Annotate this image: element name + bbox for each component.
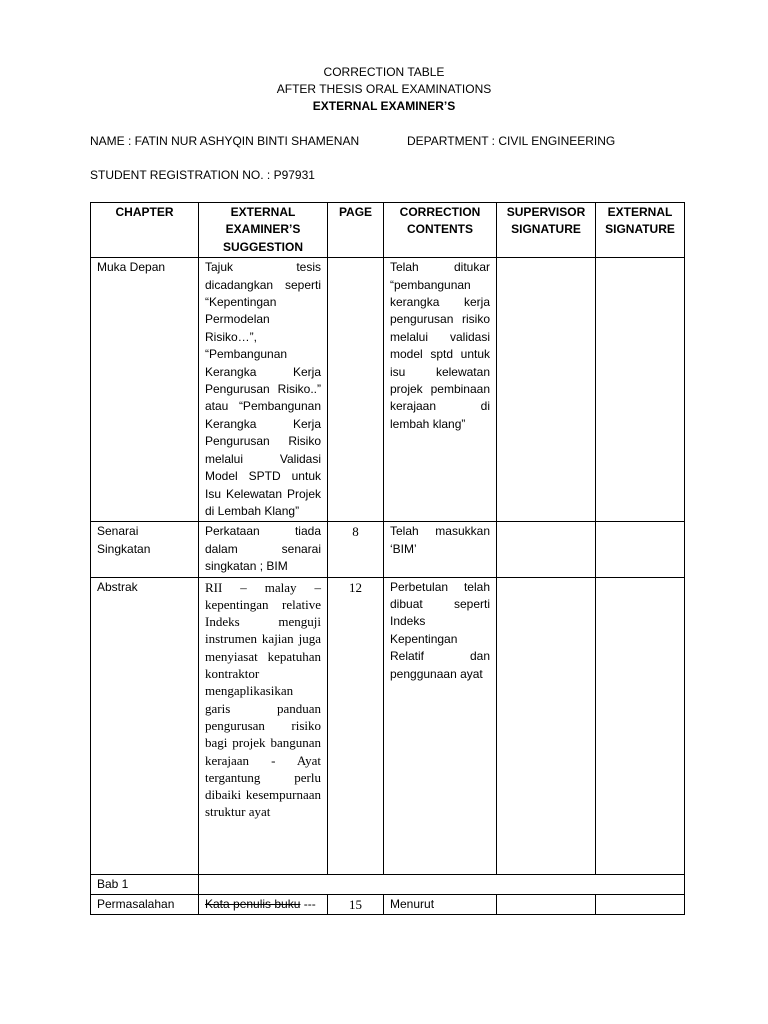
cell-correction: Perbetulan telah dibuat seperti Indeks Kepentingan Relatif dan penggunaan ayat (384, 577, 497, 874)
cell-page: 8 (328, 522, 384, 577)
student-registration: STUDENT REGISTRATION NO. : P97931 (90, 168, 315, 182)
header-page: PAGE (328, 203, 384, 258)
cell-page: 12 (328, 577, 384, 874)
correction-table (90, 202, 685, 915)
student-name: NAME : FATIN NUR ASHYQIN BINTI SHAMENAN (90, 134, 360, 148)
cell-supervisor-signature[interactable] (497, 894, 596, 914)
cell-chapter: Senarai Singkatan (91, 522, 199, 577)
cell-correction: Telah ditukar “pembangunan kerangka kerja pengurusan risiko melalui validasi model sptd untuk isu kelewatan projek pembinaan kerajaan di lembah klang” (384, 258, 497, 522)
cell-external-signature[interactable] (596, 258, 685, 522)
cell-suggestion: RII – malay – kepentingan relative Indeks menguji instrumen kajian juga menyiasat kepatuhan kontraktor mengaplikasikan garis panduan pengurusan risiko bagi projek bangunan kerajaan - Ayat tergantung perlu dibaiki kesempurnaan struktur ayat (199, 577, 328, 874)
student-department: DEPARTMENT : CIVIL ENGINEERING (407, 134, 616, 148)
table-row (91, 522, 685, 577)
suggestion-tail: --- (300, 896, 316, 911)
cell-external-signature[interactable] (596, 522, 685, 577)
header-chapter: CHAPTER (91, 203, 199, 258)
cell-correction: Menurut (384, 894, 497, 914)
table-row (91, 577, 685, 874)
cell-suggestion: Perkataan tiada dalam senarai singkatan ; BIM (199, 522, 328, 577)
cell-chapter: Abstrak (91, 577, 199, 874)
cell-supervisor-signature[interactable] (497, 522, 596, 577)
cell-correction: Telah masukkan ‘BIM’ (384, 522, 497, 577)
cell-external-signature[interactable] (596, 577, 685, 874)
title-line-3: EXTERNAL EXAMINER’S (312, 99, 456, 113)
cell-external-signature[interactable] (596, 894, 685, 914)
cell-supervisor-signature[interactable] (497, 258, 596, 522)
table-row (91, 258, 685, 522)
cell-suggestion: Tajuk tesis dicadangkan seperti “Kepentingan Permodelan Risiko…”, “Pembangunan Kerangka Kerja Pengurusan Risiko..” atau “Pembangunan Kerangka Kerja Pengurusan Risiko melalui Validasi Model SPTD untuk Isu Kelewatan Projek di Lembah Klang” (199, 258, 328, 522)
cell-spanning-empty (199, 874, 685, 894)
header-supervisor-signature: SUPERVISOR SIGNATURE (497, 203, 596, 258)
cell-page: 15 (328, 894, 384, 914)
table-row (91, 894, 685, 914)
header-external-signature: EXTERNAL SIGNATURE (596, 203, 685, 258)
header-correction: CORRECTION CONTENTS (384, 203, 497, 258)
table-header-row (91, 203, 685, 258)
header-suggestion: EXTERNAL EXAMINER’S SUGGESTION (199, 203, 328, 258)
cell-supervisor-signature[interactable] (497, 577, 596, 874)
title-line-1: CORRECTION TABLE (323, 65, 445, 79)
struck-text: Kata penulis buku (205, 896, 301, 911)
title-line-2: AFTER THESIS ORAL EXAMINATIONS (276, 82, 492, 96)
table-row (91, 874, 685, 894)
cell-chapter: Permasalahan (91, 894, 199, 914)
cell-suggestion (199, 894, 328, 914)
cell-chapter: Muka Depan (91, 258, 199, 522)
cell-chapter: Bab 1 (91, 874, 199, 894)
cell-page (328, 258, 384, 522)
